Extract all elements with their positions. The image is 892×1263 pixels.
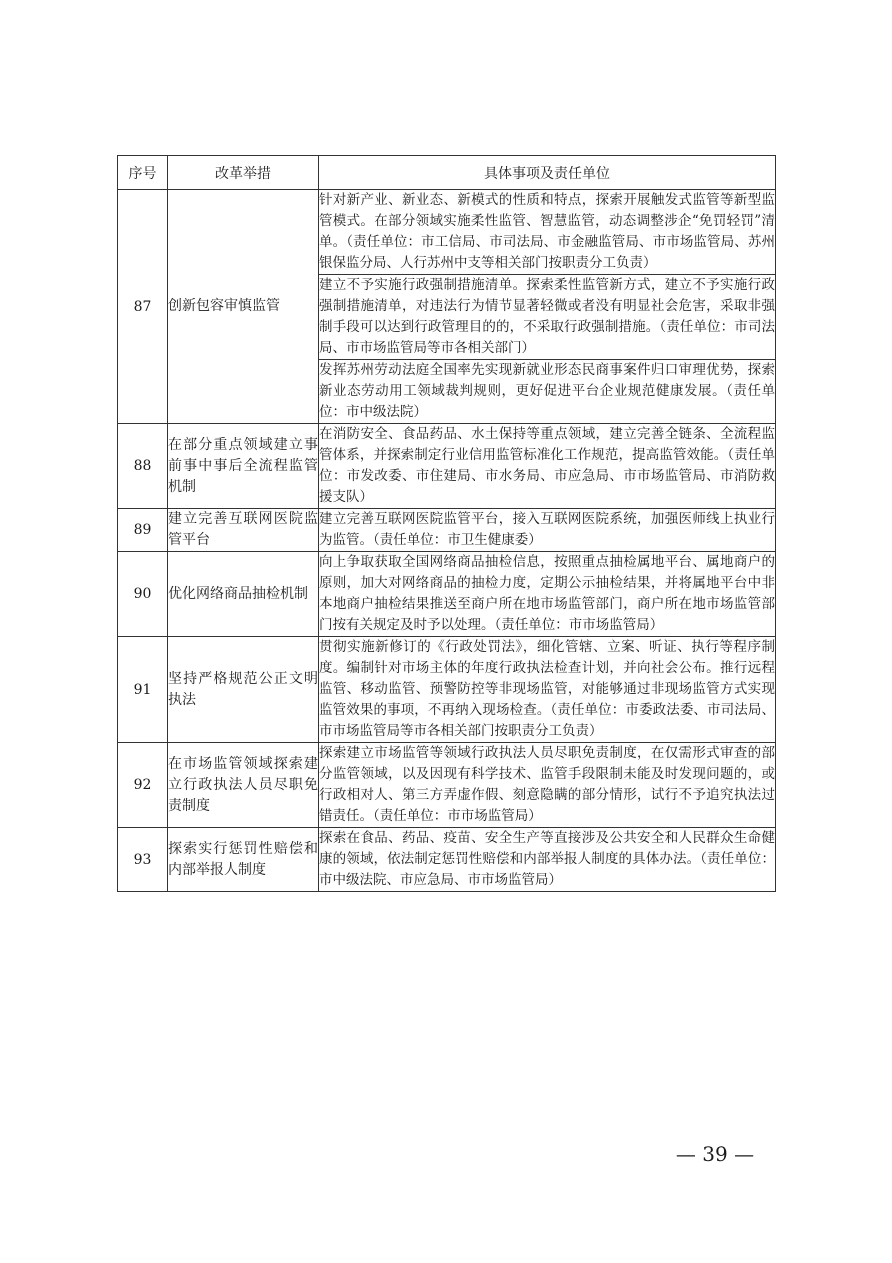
table-header-row xyxy=(118,156,776,190)
row-measure: 坚持严格规范公正文明执法 xyxy=(168,637,319,743)
row-detail: 探索建立市场监管等领域行政执法人员尽职免责制度，在仅需形式审查的部分监管领域，以及因现有科学技术、监管手段限制未能及时发现问题的，或行政相对人、第三方弄虚作假、刻意隐瞒的部分情形，试行不予追究执法过错责任。（责任单位：市市场监管局） xyxy=(319,743,776,828)
row-measure: 在部分重点领域建立事前事中事后全流程监管机制 xyxy=(168,424,319,509)
row-measure: 建立完善互联网医院监管平台 xyxy=(168,509,319,552)
table-row xyxy=(118,509,776,552)
row-seq: 90 xyxy=(118,552,168,637)
header-detail: 具体事项及责任单位 xyxy=(319,156,776,190)
row-measure: 优化网络商品抽检机制 xyxy=(168,552,319,637)
table-row xyxy=(118,743,776,828)
row-detail: 发挥苏州劳动法庭全国率先实现新就业形态民商事案件归口审理优势，探索新业态劳动用工领域裁判规则，更好促进平台企业规范健康发展。（责任单位：市中级法院） xyxy=(319,360,776,424)
table-row xyxy=(118,424,776,509)
row-seq: 88 xyxy=(118,424,168,509)
row-measure: 在市场监管领域探索建立行政执法人员尽职免责制度 xyxy=(168,743,319,828)
row-detail: 贯彻实施新修订的《行政处罚法》，细化管辖、立案、听证、执行等程序制度。编制针对市场主体的年度行政执法检查计划，并向社会公布。推行远程监管、移动监管、预警防控等非现场监管，对能够通过非现场监管方式实现监管效果的事项，不再纳入现场检查。（责任单位：市委政法委、市司法局、市市场监管局等市各相关部门按职责分工负责） xyxy=(319,637,776,743)
row-detail: 建立完善互联网医院监管平台，接入互联网医院系统，加强医师线上执业行为监管。（责任单位：市卫生健康委） xyxy=(319,509,776,552)
row-detail: 建立不予实施行政强制措施清单。探索柔性监管新方式，建立不予实施行政强制措施清单，对违法行为情节显著轻微或者没有明显社会危害，采取非强制手段可以达到行政管理目的的，不采取行政强制措施。（责任单位：市司法局、市市场监管局等市各相关部门） xyxy=(319,275,776,360)
row-measure: 创新包容审慎监管 xyxy=(168,190,319,424)
table-row xyxy=(118,190,776,275)
row-seq: 93 xyxy=(118,828,168,892)
table-row xyxy=(118,637,776,743)
reform-measures-table xyxy=(117,155,776,892)
row-detail: 探索在食品、药品、疫苗、安全生产等直接涉及公共安全和人民群众生命健康的领域，依法制定惩罚性赔偿和内部举报人制度的具体办法。（责任单位：市中级法院、市应急局、市市场监管局） xyxy=(319,828,776,892)
row-detail: 针对新产业、新业态、新模式的性质和特点，探索开展触发式监管等新型监管模式。在部分领域实施柔性监管、智慧监管，动态调整涉企“免罚轻罚”清单。（责任单位：市工信局、市司法局、市金融监管局、市市场监管局、苏州银保监分局、人行苏州中支等相关部门按职责分工负责） xyxy=(319,190,776,275)
row-seq: 91 xyxy=(118,637,168,743)
table-row xyxy=(118,828,776,892)
table-row xyxy=(118,552,776,637)
row-seq: 89 xyxy=(118,509,168,552)
page-number: — 39 — xyxy=(675,1142,755,1166)
header-measure: 改革举措 xyxy=(168,156,319,190)
row-detail: 在消防安全、食品药品、水土保持等重点领域，建立完善全链条、全流程监管体系，并探索制定行业信用监管标准化工作规范，提高监管效能。（责任单位：市发改委、市住建局、市水务局、市应急局、市市场监管局、市消防救援支队） xyxy=(319,424,776,509)
row-seq: 92 xyxy=(118,743,168,828)
row-detail: 向上争取获取全国网络商品抽检信息，按照重点抽检属地平台、属地商户的原则，加大对网络商品的抽检力度，定期公示抽检结果，并将属地平台中非本地商户抽检结果推送至商户所在地市场监管部门，商户所在地市场监管部门按有关规定及时予以处理。（责任单位：市市场监管局） xyxy=(319,552,776,637)
header-seq: 序号 xyxy=(118,156,168,190)
row-measure: 探索实行惩罚性赔偿和内部举报人制度 xyxy=(168,828,319,892)
row-seq: 87 xyxy=(118,190,168,424)
